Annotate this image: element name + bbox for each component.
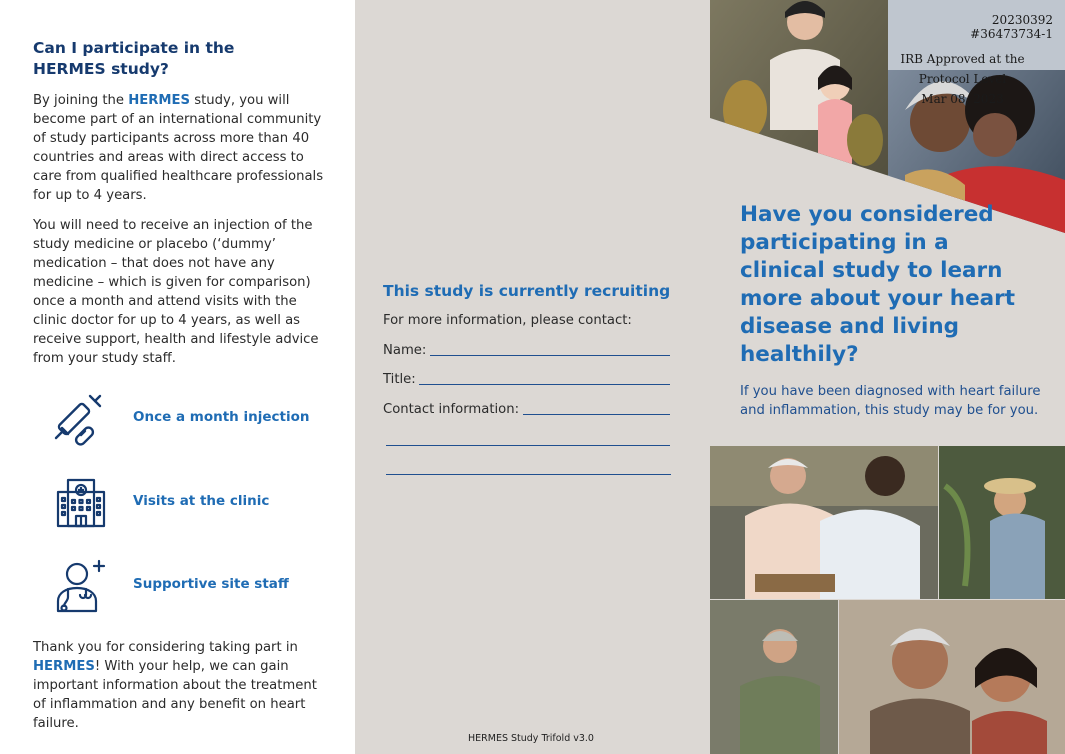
irb-line-3: Mar 08, 2023: [921, 92, 1004, 106]
approval-stamp-number: [970, 13, 1053, 41]
injection-pen-icon: [50, 388, 112, 450]
feature-injection: [50, 388, 340, 454]
feature-clinic-visits: [50, 472, 340, 538]
name-field-line[interactable]: [430, 355, 670, 356]
cover-headline: Have you considered participating in a clinical study to learn more about your heart disease and living healthily?: [740, 202, 1016, 367]
contact-field-line[interactable]: [523, 414, 670, 415]
stamp-number-2: #36473734-1: [970, 27, 1053, 41]
joining-text-end: study, you will become part of an international community of study participants across more than 40 countries and areas with direct access to care from qualified healthcare professionals for up to 4 years.: [33, 93, 324, 203]
feature-label-injection: Once a month injection: [133, 409, 310, 425]
irb-line-2: Protocol Level: [918, 72, 1007, 86]
title-field-line[interactable]: [419, 384, 670, 385]
contact-extra-line-2[interactable]: [386, 474, 671, 475]
feature-site-staff: [50, 555, 340, 621]
left-panel: [0, 0, 355, 754]
healthcare-staff-icon: [50, 555, 112, 617]
name-label: Name:: [383, 343, 427, 358]
thank-you-paragraph: [33, 638, 333, 733]
middle-panel: [355, 0, 710, 754]
hospital-building-icon: [50, 472, 112, 534]
irb-approval-stamp: [890, 49, 1035, 109]
contact-extra-line-1[interactable]: [386, 445, 670, 446]
contact-info-label: Contact information:: [383, 402, 520, 417]
hermes-highlight: HERMES: [128, 93, 191, 108]
title-label: Title:: [383, 372, 416, 387]
seniors-photo-grid: [710, 446, 1065, 754]
joining-paragraph: [33, 91, 333, 205]
injection-paragraph: You will need to receive an injection of the study medicine or placebo (‘dummy’ medication – that does not have any medicine – which is given for comparison) once a month and attend visits with the clinic doctor for up to 4 years, as well as receive support, health and lifestyle advice from your study staff.: [33, 218, 319, 366]
hermes-highlight-2: HERMES: [33, 659, 95, 674]
irb-line-1: IRB Approved at the: [900, 52, 1025, 66]
right-panel: [710, 0, 1065, 754]
feature-label-staff: Supportive site staff: [133, 576, 289, 592]
stamp-number-1: 20230392: [991, 13, 1053, 27]
version-footer: HERMES Study Trifold v3.0: [468, 733, 594, 744]
heading-line-1: Can I participate in the: [33, 39, 235, 57]
thanks-text-end: ! With your help, we can gain important information about the treatment of inflammation and any benefit on heart failure.: [33, 659, 317, 731]
recruiting-title: This study is currently recruiting: [383, 282, 671, 300]
cover-subtext: If you have been diagnosed with heart failure and inflammation, this study may be for you.: [740, 384, 1041, 418]
joining-text-start: By joining the: [33, 93, 129, 108]
thanks-text-start: Thank you for considering taking part in: [33, 640, 298, 655]
heading-line-2: HERMES study?: [33, 60, 169, 78]
participation-heading: [33, 38, 333, 80]
contact-prompt: For more information, please contact:: [383, 313, 632, 328]
feature-label-clinic: Visits at the clinic: [133, 493, 270, 509]
